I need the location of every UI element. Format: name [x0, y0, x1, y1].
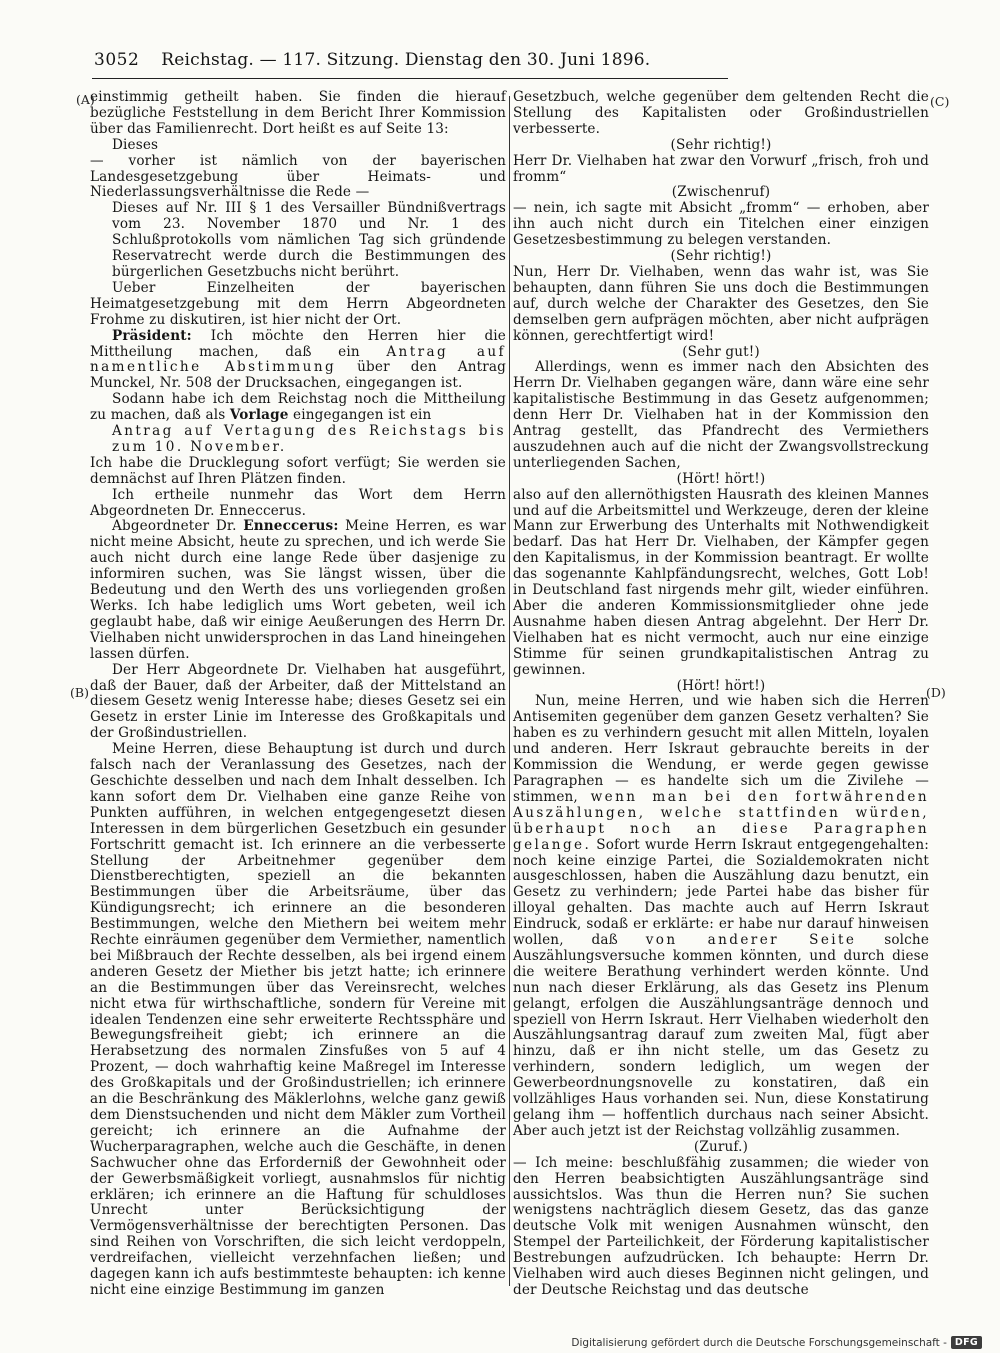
right-column: [513, 90, 929, 1299]
margin-mark-d: (D): [926, 685, 946, 700]
quote-block: Dieses auf Nr. III § 1 des Versailler Bündnißvertrags vom 23. November 1870 und Nr. 1 des Schlußprotokolls vom nämlichen Tag sich gründende Reservatrecht werde durch die Bestimmungen des bürgerlichen Gesetzbuchs nicht berührt.: [112, 200, 506, 280]
paragraph: Allerdings, wenn es immer nach den Absichten des Herrn Dr. Vielhaben gegangen wäre, dann wäre eine sehr kapitalistische Bestimmung in das Gesetz aufgenommen; denn Herr Dr. Vielhaben hat in der Kommission den Antrag gestellt, das Pfandrecht des Vermiethers auszudehnen auch auf die nicht der Zwangsvollstreckung unterliegenden Sachen,: [513, 359, 929, 471]
paragraph: Sodann habe ich dem Reichstag noch die Mittheilung zu machen, daß als Vorlage eingegangen ist ein: [90, 391, 506, 424]
paragraph: — nein, ich sagte mit Absicht „fromm“ — erhoben, aber ihn auch nicht durch ein Titelchen einer einzigen Gesetzesbestimmung zu belegen verstanden.: [513, 200, 929, 249]
interjection: (Hört! hört!): [676, 470, 766, 487]
interjection: (Zwischenruf): [671, 184, 771, 201]
speaker-name: Präsident:: [112, 327, 192, 344]
paragraph: Nun, Herr Dr. Vielhaben, wenn das wahr ist, was Sie behaupten, dann führen Sie uns doch die Bestimmungen auf, durch welche der Charakter des Gesetzes, den Sie demselben gern aufprägen möchten, aber nicht aufprägen können, gerechtfertigt wird!: [513, 263, 929, 344]
paragraph: Ueber Einzelheiten der bayerischen Heimatgesetzgebung mit dem Herrn Abgeordneten Frohme zu diskutiren, ist hier nicht der Ort.: [90, 279, 506, 328]
interjection: (Sehr gut!): [682, 343, 760, 360]
motion-title: Antrag auf Vertagung des Reichstags bis zum 10. November.: [112, 423, 506, 455]
credit-text: Digitalisierung gefördert durch die Deutsche Forschungsgemeinschaft -: [571, 1336, 947, 1349]
interjection: (Sehr richtig!): [670, 248, 772, 265]
paragraph: einstimmig getheilt haben. Sie finden die hierauf bezügliche Feststellung in dem Bericht Ihrer Kommission über das Familienrecht. Dort heißt es auf Seite 13:: [90, 89, 506, 137]
paragraph: Herr Dr. Vielhaben hat zwar den Vorwurf „frisch, froh und fromm“: [513, 152, 929, 185]
left-column: [90, 90, 506, 1299]
paragraph: Gesetzbuch, welche gegenüber dem geltenden Recht die Stellung des Kapitalisten oder Großindustriellen verbesserte.: [513, 89, 929, 137]
margin-mark-b: (B): [70, 685, 89, 700]
interjection: (Sehr richtig!): [670, 136, 772, 153]
margin-mark-a: (A): [76, 92, 95, 107]
page-header: [94, 50, 726, 74]
dfg-logo: DFG: [951, 1336, 982, 1349]
header-rule: [92, 78, 728, 79]
paragraph: — Ich meine: beschlußfähig zusammen; die wieder von den Herren beabsichtigten Auszählungsanträge sind aussichtslos. Was thun die Herren nun? Sie suchen wenigstens nachträglich diesem Gesetz, das das ganze deutsche Volk mit wenigen Ausnahmen wünscht, den Stempel der Parteilichkeit, der Förderung kapitalistischer Bestrebungen aufzudrücken. Ich behaupte: Herrn Dr. Vielhaben wird auch dieses Beginnen nicht gelingen, und der Deutsche Reichstag und das deutsche: [513, 1154, 929, 1298]
interjection: (Zuruf.): [693, 1138, 749, 1155]
paragraph: Der Herr Abgeordnete Dr. Vielhaben hat ausgeführt, daß der Bauer, daß der Arbeiter, daß der Mittelstand an diesem Gesetz wenig Interesse habe; dieses Gesetz sei ein Gesetz in erster Linie im Interesse des Großkapitals und der Großindustriellen.: [90, 661, 506, 742]
paragraph: Ich habe die Drucklegung sofort verfügt; Sie werden sie demnächst auf Ihren Plätzen finden.: [90, 454, 506, 487]
speaker-name: Enneccerus:: [243, 518, 339, 535]
quote-line: Dieses: [112, 136, 159, 153]
running-title: Reichstag. — 117. Sitzung. Dienstag den 30. Juni 1896.: [161, 50, 651, 70]
paragraph: Meine Herren, diese Behauptung ist durch und durch falsch nach der Veranlassung des Gesetzes, nach der Geschichte desselben und nach dem Inhalt desselben. Ich kann sofort dem Dr. Vielhaben eine ganze Reihe von Punkten aufführen, in welchen entgegengesetzt diesen Interessen in dem bürgerlichen Gesetzbuch ein gesunder Fortschritt gemacht ist. Ich erinnere an die verbesserte Stellung der Arbeitnehmer gegenüber dem Dienstberechtigten, speziell an die bekannten Bestimmungen über die Arbeitsräume, über das Kündigungsrecht; ich erinnere an die besonderen Bestimmungen, welche den Miethern bei weitem mehr Rechte einräumen gegenüber dem Vermiether, namentlich bei Mißbrauch der Rechte desselben, als bei irgend einem anderen Gesetz der Miether bis jetzt hatte; ich erinnere an die Bestimmungen über das Vereinsrecht, welches nicht etwa für wirthschaftliche, sondern für Vereine mit idealen Tendenzen eine sehr erweiterte Rechtssphäre und Bewegungsfreiheit giebt; ich erinnere an die Herabsetzung des normalen Zinsfußes von 5 auf 4 Prozent, — doch wahrhaftig keine Maßregel im Interesse des Großkapitals und der Großindustriellen; ich erinnere an die Beschränkung des Mäklerlohns, welche ganz gewiß dem Dienstsuchenden und nicht dem Mäkler zum Vortheil gereicht; ich erinnere an die Aufnahme der Wucherparagraphen, welche auch die Geschäfte, in denen Sachwucher ohne das Erforderniß der Gewohnheit oder der Gewerbsmäßigkeit vorliegt, ausnahmslos für nichtig erklären; ich erinnere an die Haftung für schuldloses Unrecht unter Berücksichtigung der Vermögensverhältnisse der berechtigten Personen. Das sind Reihen von Vorschriften, die sich leicht verdoppeln, verdreifachen, vielleicht verzehnfachen ließen; und dagegen kann ich aufs bestimmteste behaupten: ich kenne nicht eine einzige Bestimmung im ganzen: [90, 741, 506, 1298]
interjection: (Hört! hört!): [676, 677, 766, 694]
page-number: 3052: [94, 50, 140, 70]
paragraph: Abgeordneter Dr. Enneccerus: Meine Herren, es war nicht meine Absicht, heute zu sprechen, und ich werde Sie auch nicht durch eine lange Rede über dasjenige zu informiren suchen, was Sie längst wissen, über die Bedeutung und den Werth des uns vorliegenden großen Werks. Ich habe lediglich ums Wort gebeten, weil ich geglaubt habe, daß wir einige Aeußerungen des Herrn Dr. Vielhaben nicht unwidersprochen in das Land hineingehen lassen dürfen.: [90, 518, 506, 662]
digitization-credit: [571, 1336, 982, 1349]
paragraph: Präsident: Ich möchte den Herren hier die Mittheilung machen, daß ein Antrag auf namentliche Abstimmung über den Antrag Munckel, Nr. 508 der Drucksachen, eingegangen ist.: [90, 327, 506, 392]
paragraph: — vorher ist nämlich von der bayerischen Landesgesetzgebung über Heimats- und Niederlassungsverhältnisse die Rede —: [90, 152, 506, 201]
margin-mark-c: (C): [930, 94, 950, 109]
paragraph: Nun, meine Herren, und wie haben sich die Herren Antisemiten gegenüber dem ganzen Gesetz verhalten? Sie haben es zu verhindern gesucht mit allen Mitteln, loyalen und anderen. Herr Iskraut gebrauchte bereits in der Kommission die Wendung, er werde gegen gewisse Paragraphen — es handelte sich um die Zivilehe — stimmen, wenn man bei den fortwährenden Auszählungen, welche stattfinden würden, überhaupt noch an diese Paragraphen gelange. Sofort wurde Herrn Iskraut entgegengehalten: noch keine einzige Partei, die Sozialdemokraten nicht ausgeschlossen, haben die Auszählung dazu benutzt, ein Gesetz zu verhindern; jede Partei habe das bisher für illoyal gehalten. Das machte auch auf Herrn Iskraut Eindruck, sodaß er erklärte: er habe nur darauf hinweisen wollen, daß von anderer Seite solche Auszählungsversuche kommen könnten, und durch diese die weitere Berathung verhindert werden könnte. Und nun nach dieser Erklärung, als das Gesetz ins Plenum gelangt, erfolgen die Auszählungsanträge dennoch und speziell von Herrn Iskraut. Herr Vielhaben wiederholt den Auszählungsantrag darauf zum zweiten Mal, fügt aber hinzu, daß er ihn nicht stelle, um das Gesetz zu verhindern, sondern lediglich, um wegen der Gewerbeordnungsnovelle zu konstatiren, daß ein vollzähliges Haus vorhanden sei. Nun, diese Konstatirung gelang ihm — hoffentlich durchaus nach seiner Absicht. Aber auch jetzt ist der Reichstag vollzählig zusammen.: [513, 693, 930, 1139]
paragraph: also auf den allernöthigsten Hausrath des kleinen Mannes und auf die Arbeitsmittel und Werkzeuge, deren der kleine Mann zur Erwerbung des Unterhalts mit Nothwendigkeit bedarf. Das hat Herr Dr. Vielhaben, der Kämpfer gegen den Kapitalismus, in der Kommission beantragt. Er wollte das sogenannte Kahlpfändungsrecht, welches, Gott Lob! in Deutschland fast nirgends mehr gilt, wieder einführen. Aber die anderen Kommissionsmitglieder ohne jede Ausnahme haben diesen Antrag abgelehnt. Der Herr Dr. Vielhaben hat es nicht vermocht, auch nur eine einzige Stimme für seinen grundkapitalistischen Antrag zu gewinnen.: [513, 486, 929, 678]
paragraph: Ich ertheile nunmehr das Wort dem Herrn Abgeordneten Dr. Enneccerus.: [90, 486, 506, 519]
column-divider: [509, 96, 510, 1286]
